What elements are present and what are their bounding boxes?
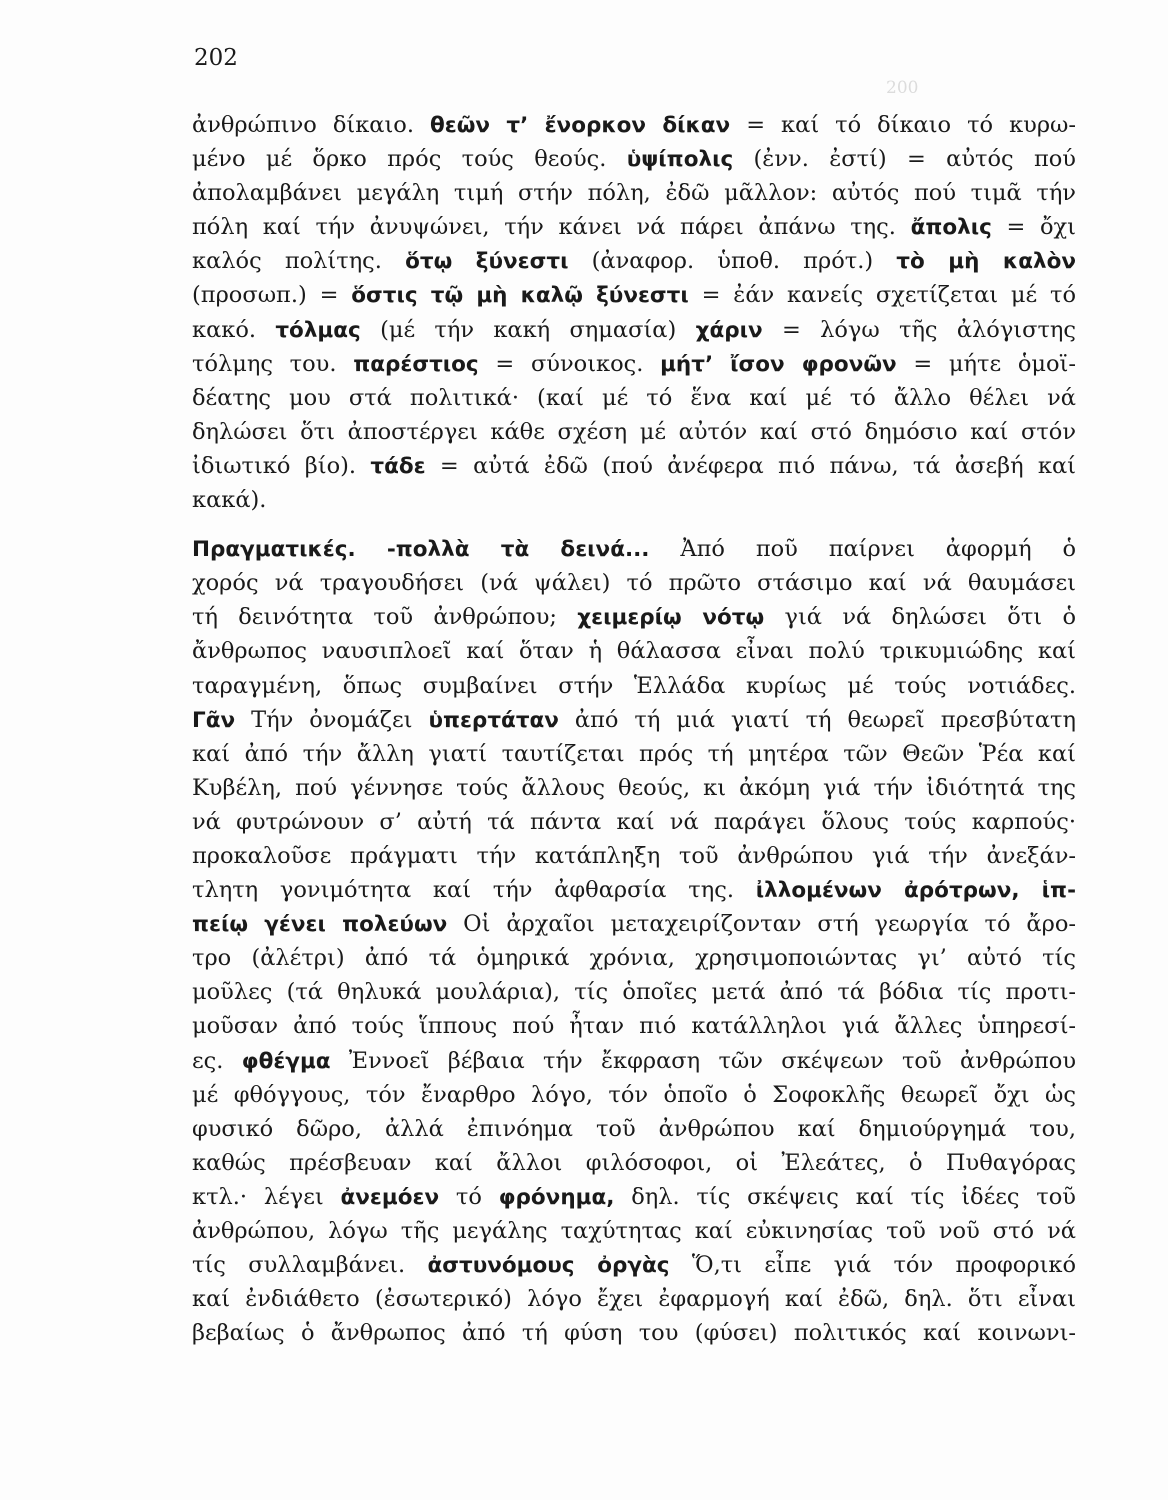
text-line <box>192 278 1076 312</box>
text-segment: ἀπό τή μιά γιατί τή θεωρεῖ πρεσβύτατη <box>558 706 1076 733</box>
text-segment: μοῦλες (τά θηλυκά μουλάρια), τίς ὁποῖες μετά ἀπό τά βόδια τίς προτι- <box>192 979 1076 1006</box>
lemma-term: ἀνεμόεν <box>340 1184 440 1210</box>
text-line <box>192 1112 1076 1146</box>
text-segment: (ἐνν. ἐστί) = αὐτός πού <box>733 146 1076 173</box>
text-line <box>192 1146 1076 1180</box>
text-line <box>192 1009 1076 1043</box>
text-segment: (μέ τήν κακή σημασία) <box>360 316 696 343</box>
text-line <box>192 907 1076 941</box>
text-line <box>192 771 1076 805</box>
lemma-term: τὸ μὴ καλὸν <box>896 249 1076 275</box>
text-segment: τίς συλλαμβάνει. <box>192 1252 428 1279</box>
text-segment: Ὅ,τι εἶπε γιά τόν προφορικό <box>669 1252 1076 1279</box>
text-segment: (προσωπ.) = <box>192 282 352 309</box>
text-line <box>192 210 1076 244</box>
text-segment: δηλώσει ὅτι ἀποστέργει κάθε σχέση μέ αὐτόν καί στό δημόσιο καί στόν <box>192 418 1076 445</box>
text-line <box>192 873 1076 907</box>
text-line <box>192 1180 1076 1214</box>
text-line <box>192 975 1076 1009</box>
text-line <box>192 244 1076 278</box>
text-segment: καί ἀπό τήν ἄλλη γιατί ταυτίζεται πρός τή μητέρα τῶν Θεῶν Ῥέα καί <box>192 740 1076 767</box>
lemma-term: ἄπολις <box>910 215 992 241</box>
text-segment: ἀνθρώπινο δίκαιο. <box>192 112 430 138</box>
text-segment: καθώς πρέσβευαν καί ἄλλοι φιλόσοφοι, οἱ Ἐλεάτες, ὁ Πυθαγόρας <box>192 1149 1076 1176</box>
text-line <box>192 108 1076 142</box>
text-line <box>192 1214 1076 1248</box>
text-segment: καλός πολίτης. <box>192 248 406 275</box>
paragraph-gap <box>192 517 1076 532</box>
text-segment: Οἱ ἀρχαῖοι μεταχειρίζονταν στή γεωργία τό ἄρο- <box>447 911 1076 938</box>
lemma-term: ὑπερτάταν <box>428 707 559 733</box>
lemma-term: ὑψίπολις <box>626 147 734 173</box>
text-segment: ἀνθρώπου, λόγω τῆς μεγάλης ταχύτητας καί εὐκινησίας τοῦ νοῦ στό νά <box>192 1218 1076 1244</box>
text-line <box>192 1248 1076 1282</box>
text-segment: φυσικό δῶρο, ἀλλά ἐπινόημα τοῦ ἀνθρώπου καί δημιούργημά του, <box>192 1115 1076 1142</box>
text-segment: = μήτε ὁμοϊ- <box>896 350 1076 377</box>
text-line <box>192 1078 1076 1112</box>
text-segment: Ἐννοεῖ βέβαια τήν ἔκφραση τῶν σκέψεων τοῦ ἀνθρώπου <box>330 1047 1076 1074</box>
text-line <box>192 634 1076 668</box>
text-line <box>192 566 1076 600</box>
text-segment: ἄνθρωπος ναυσιπλοεῖ καί ὅταν ἡ θάλασσα εἶναι πολύ τρικυμιώδης καί <box>192 638 1076 665</box>
lemma-term: φθέγμα <box>241 1048 331 1074</box>
text-segment: κτλ.· λέγει <box>192 1183 341 1210</box>
text-segment: μέ φθόγγους, τόν ἔναρθρο λόγο, τόν ὁποῖο ὁ Σοφοκλῆς θεωρεῖ ὄχι ὡς <box>192 1081 1076 1108</box>
text-line <box>192 1044 1076 1078</box>
lemma-term: ἰλλομένων ἀρότρων, ἱπ- <box>755 878 1076 904</box>
text-segment: ἀπολαμβάνει μεγάλη τιμή στήν πόλη, ἐδῶ μᾶλλον: αὐτός πού τιμᾶ τήν <box>192 180 1076 207</box>
text-line <box>192 1316 1076 1350</box>
text-segment: ες. <box>192 1047 242 1074</box>
lemma-term: χειμερίῳ νότῳ <box>577 605 765 631</box>
text-line <box>192 483 1076 517</box>
text-segment: = καί τό δίκαιο τό κυρω- <box>730 112 1076 138</box>
lemma-term: ὅστις τῷ μὴ καλῷ ξύνεστι <box>351 283 689 309</box>
text-line <box>192 805 1076 839</box>
text-segment: μένο μέ ὅρκο πρός τούς θεούς. <box>192 146 627 173</box>
lemma-term: φρόνημα, <box>498 1184 615 1210</box>
text-segment: γιά νά δηλώσει ὅτι ὁ <box>764 604 1076 631</box>
text-line <box>192 737 1076 771</box>
lemma-term: Γᾶν <box>192 707 236 733</box>
text-segment: (ἀναφορ. ὑποθ. πρότ.) <box>568 248 897 275</box>
text-segment: ἰδιωτικό βίο). <box>192 452 371 479</box>
lemma-term: τάδε <box>370 453 426 479</box>
text-line <box>192 532 1076 566</box>
lemma-term: πείῳ γένει πολεύων <box>192 912 448 938</box>
page-number: 202 <box>194 45 238 71</box>
text-segment: μοῦσαν ἀπό τούς ἵππους πού ἦταν πιό κατάλληλοι γιά ἄλλες ὑπηρεσί- <box>192 1013 1076 1040</box>
text-segment: Τήν ὀνομάζει <box>235 706 429 733</box>
text-segment: κακά). <box>192 487 267 514</box>
text-line <box>192 313 1076 347</box>
text-segment: Ἀπό ποῦ παίρνει ἀφορμή ὁ <box>649 536 1076 563</box>
text-line <box>192 839 1076 873</box>
lemma-term: Πραγματικές. -πολλὰ τὰ δεινά... <box>192 537 650 563</box>
text-segment: = σύνοικος. <box>478 350 661 377</box>
text-segment: τή δεινότητα τοῦ ἀνθρώπου; <box>192 604 578 631</box>
text-segment: δέατης μου στά πολιτικά· (καί μέ τό ἕνα καί μέ τό ἄλλο θέλει νά <box>192 384 1076 411</box>
text-line <box>192 941 1076 975</box>
text-segment: προκαλοῦσε πράγματι τήν κατάπληξη τοῦ ἀνθρώπου γιά τήν ἀνεξάν- <box>192 842 1076 869</box>
text-line <box>192 669 1076 703</box>
lemma-term: παρέστιος <box>353 351 479 377</box>
text-segment: τό <box>439 1183 499 1210</box>
text-line <box>192 381 1076 415</box>
text-segment: = ἐάν κανείς σχετίζεται μέ τό <box>688 282 1076 309</box>
text-segment: κακό. <box>192 316 276 343</box>
text-segment: καί ἐνδιάθετο (ἐσωτερικό) λόγο ἔχει ἐφαρμογή καί ἐδῶ, δηλ. ὅτι εἶναι <box>192 1286 1076 1313</box>
text-segment: ταραγμένη, ὅπως συμβαίνει στήν Ἑλλάδα κυρίως μέ τούς νοτιάδες. <box>192 672 1076 699</box>
text-line <box>192 600 1076 634</box>
lemma-term: θεῶν τ’ ἔνορκον δίκαν <box>429 113 731 138</box>
text-line <box>192 703 1076 737</box>
text-segment: = αὐτά ἐδῶ (πού ἀνέφερα πιό πάνω, τά ἀσεβή καί <box>425 452 1076 479</box>
lemma-term: μήτ’ ἴσον φρονῶν <box>660 351 897 377</box>
text-line <box>192 449 1076 483</box>
text-segment: βεβαίως ὁ ἄνθρωπος ἀπό τή φύση του (φύσει) πολιτικός καί κοινωνι- <box>192 1320 1076 1347</box>
text-line <box>192 1282 1076 1316</box>
lemma-term: τόλμας <box>275 317 361 343</box>
bleed-through-page-number: 200 <box>886 78 919 98</box>
text-segment: νά φυτρώνουν σ’ αὐτή τά πάντα καί νά παράγει ὅλους τούς καρπούς· <box>192 808 1076 835</box>
text-line <box>192 142 1076 176</box>
text-segment: τόλμης του. <box>192 350 354 377</box>
text-segment: δηλ. τίς σκέψεις καί τίς ἰδέες τοῦ <box>614 1183 1076 1210</box>
commentary-text <box>192 108 1076 1350</box>
text-line <box>192 347 1076 381</box>
text-segment: τλητη γονιμότητα καί τήν ἀφθαρσία της. <box>192 877 756 904</box>
lemma-term: ἀστυνόμους ὀργὰς <box>427 1253 670 1279</box>
text-segment: Κυβέλη, πού γέννησε τούς ἄλλους θεούς, κι ἀκόμη γιά τήν ἰδιότητά της <box>192 774 1076 801</box>
text-line <box>192 415 1076 449</box>
text-segment: χορός νά τραγουδήσει (νά ψάλει) τό πρῶτο στάσιμο καί νά θαυμάσει <box>192 570 1076 597</box>
text-segment: = λόγω τῆς ἀλόγιστης <box>762 316 1076 343</box>
text-segment: πόλη καί τήν ἀνυψώνει, τήν κάνει νά πάρει ἀπάνω της. <box>192 214 911 241</box>
text-line <box>192 176 1076 210</box>
lemma-term: χάριν <box>695 317 763 343</box>
text-segment: = ὄχι <box>991 214 1076 241</box>
text-segment: τρο (ἀλέτρι) ἀπό τά ὁμηρικά χρόνια, χρησιμοποιώντας γι’ αὐτό τίς <box>192 945 1076 972</box>
lemma-term: ὅτῳ ξύνεστι <box>405 249 569 275</box>
